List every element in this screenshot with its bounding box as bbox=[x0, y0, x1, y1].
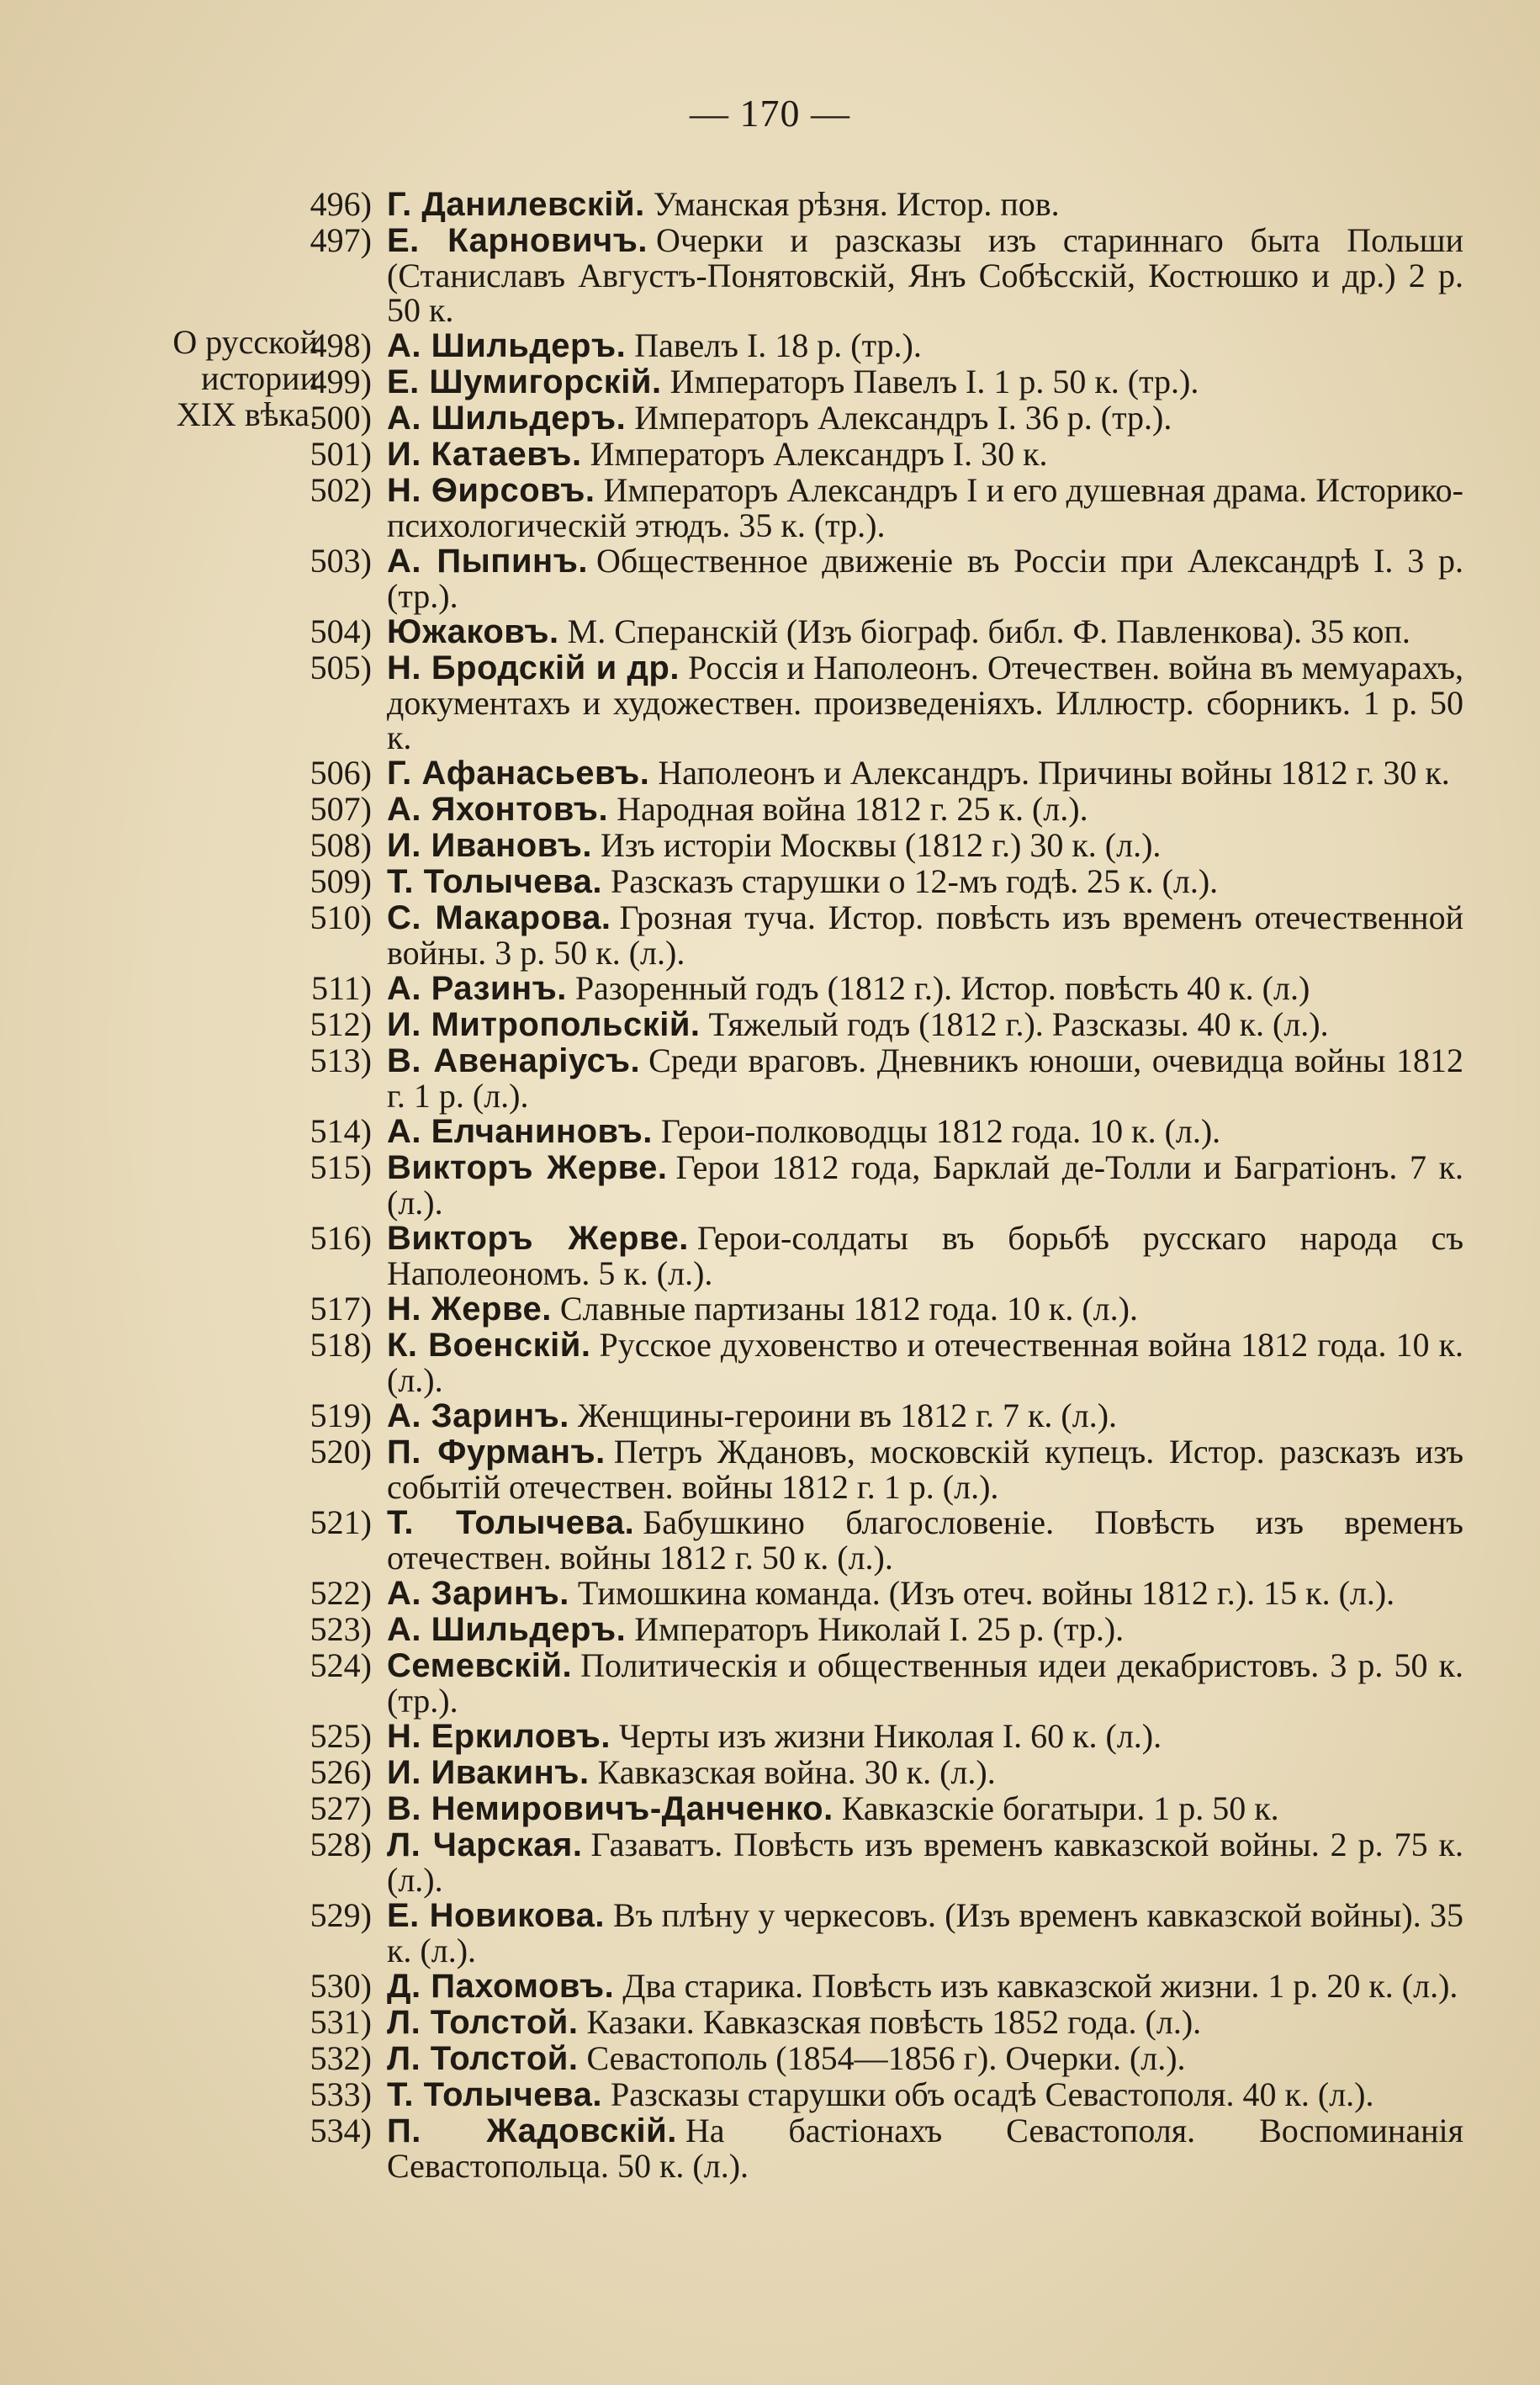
list-item bbox=[252, 400, 1463, 436]
entry-body bbox=[387, 650, 1463, 755]
entry-body bbox=[387, 1969, 1463, 2004]
list-item bbox=[252, 328, 1463, 363]
list-item bbox=[252, 1221, 1463, 1291]
entry-author: И. Ивановъ. bbox=[387, 827, 592, 864]
entry-number: 531) bbox=[310, 2003, 372, 2041]
list-item bbox=[252, 1827, 1463, 1897]
entry-author: П. Жадовскій. bbox=[387, 2112, 677, 2149]
list-item bbox=[252, 1043, 1463, 1113]
entry-text: Славные партизаны 1812 года. 10 к. (л.). bbox=[559, 1290, 1138, 1328]
entry-text: Уманская рѣзня. Истор. пов. bbox=[653, 185, 1060, 223]
entry-text: Императоръ Александръ I. 30 к. bbox=[590, 435, 1048, 473]
page-number: — 170 — bbox=[690, 92, 850, 135]
entry-number: 520) bbox=[310, 1433, 372, 1471]
list-item bbox=[252, 2041, 1463, 2076]
entry-author: А. Елчаниновъ. bbox=[387, 1113, 653, 1150]
entry-text: Разсказъ старушки о 12-мъ годѣ. 25 к. (л.). bbox=[610, 862, 1219, 900]
list-item bbox=[252, 1576, 1463, 1611]
entry-body bbox=[387, 2113, 1463, 2183]
entry-body bbox=[387, 400, 1463, 436]
entry-text: Герои 1812 года, Барклай де-Толли и Багратіонъ. 7 к. (л.). bbox=[387, 1148, 1464, 1222]
entry-author: А. Заринъ. bbox=[387, 1397, 569, 1434]
entry-author: Д. Пахомовъ. bbox=[387, 1968, 615, 2005]
entry-text: Императоръ Александръ I и его душевная драма. Историко-психологическій этюдъ. 35 к. (тр.). bbox=[387, 471, 1464, 544]
list-item bbox=[252, 473, 1463, 543]
entry-text: Черты изъ жизни Николая I. 60 к. (л.). bbox=[619, 1717, 1162, 1755]
entry-number: 499) bbox=[310, 363, 372, 400]
list-item bbox=[252, 187, 1463, 222]
entry-body bbox=[387, 2005, 1463, 2040]
entry-number: 519) bbox=[310, 1397, 372, 1434]
entry-body bbox=[387, 755, 1463, 791]
entry-author: А. Пыпинъ. bbox=[387, 543, 588, 580]
entry-author: Е. Карновичъ. bbox=[387, 222, 648, 259]
entry-author: В. Немировичъ-Данченко. bbox=[387, 1790, 834, 1827]
entry-body bbox=[387, 1434, 1463, 1504]
entry-body bbox=[387, 1648, 1463, 1718]
entry-text: Въ плѣну у черкесовъ. (Изъ временъ кавказской войны). 35 к. (л.). bbox=[387, 1896, 1463, 1969]
entry-number: 513) bbox=[310, 1041, 372, 1079]
entry-number: 527) bbox=[310, 1789, 372, 1827]
entry-number: 501) bbox=[310, 435, 372, 473]
entry-text: Тяжелый годъ (1812 г.). Разсказы. 40 к. (л.). bbox=[708, 1005, 1329, 1043]
entry-number: 518) bbox=[310, 1326, 372, 1364]
entry-text: Кавказская война. 30 к. (л.). bbox=[597, 1753, 996, 1791]
entry-body bbox=[387, 473, 1463, 543]
entry-author: Г. Афанасьевъ. bbox=[387, 755, 650, 792]
list-item bbox=[252, 2077, 1463, 2112]
entry-number: 510) bbox=[310, 898, 372, 936]
side-note-line: истории bbox=[201, 359, 318, 397]
entry-number: 503) bbox=[310, 542, 372, 580]
list-item bbox=[252, 755, 1463, 791]
entry-author: С. Макарова. bbox=[387, 899, 611, 936]
entry-body bbox=[387, 1755, 1463, 1790]
list-item bbox=[252, 437, 1463, 472]
entry-author: Л. Толстой. bbox=[387, 2004, 579, 2041]
entry-text: Русское духовенство и отечественная война 1812 года. 10 к. (л.). bbox=[387, 1326, 1464, 1399]
list-item bbox=[252, 364, 1463, 400]
side-note-line: XIX вѣка. bbox=[176, 395, 318, 433]
entry-author: А. Разинъ. bbox=[387, 970, 567, 1007]
list-item bbox=[252, 1791, 1463, 1826]
entry-text: Казаки. Кавказская повѣсть 1852 года. (л.). bbox=[586, 2003, 1202, 2041]
list-item bbox=[252, 1291, 1463, 1327]
list-item bbox=[252, 971, 1463, 1006]
list-item bbox=[252, 1114, 1463, 1149]
entry-author: И. Ивакинъ. bbox=[387, 1754, 590, 1791]
list-item bbox=[252, 792, 1463, 827]
entry-number: 530) bbox=[310, 1967, 372, 2005]
entry-number: 533) bbox=[310, 2075, 372, 2113]
entry-body bbox=[387, 1291, 1463, 1327]
list-item bbox=[252, 1505, 1463, 1575]
list-item bbox=[252, 614, 1463, 649]
entry-number: 508) bbox=[310, 826, 372, 864]
entry-text: М. Сперанскій (Изъ біограф. библ. Ф. Павленкова). 35 коп. bbox=[567, 612, 1410, 650]
entry-text: Россія и Наполеонъ. Отечествен. война въ мемуарахъ, документахъ и художествен. произведеніяхъ. Иллюстр. сборникъ. 1 р. 50 к. bbox=[387, 649, 1463, 756]
entry-number: 528) bbox=[310, 1826, 372, 1863]
entry-author: И. Митропольскій. bbox=[387, 1006, 701, 1043]
entry-author: И. Катаевъ. bbox=[387, 436, 582, 473]
entry-number: 515) bbox=[310, 1148, 372, 1186]
entry-author: Викторъ Жерве. bbox=[387, 1220, 689, 1257]
entry-number: 523) bbox=[310, 1610, 372, 1648]
entry-author: Т. Толычева. bbox=[387, 1504, 635, 1541]
entry-text: Грозная туча. Истор. повѣсть изъ временъ отечественной войны. 3 р. 50 к. (л.). bbox=[387, 898, 1463, 972]
entry-author: Викторъ Жерве. bbox=[387, 1149, 668, 1186]
list-item bbox=[252, 1755, 1463, 1790]
entry-body bbox=[387, 223, 1463, 327]
entry-body bbox=[387, 1719, 1463, 1754]
entry-body bbox=[387, 543, 1463, 613]
entry-text: Тимошкина команда. (Изъ отеч. войны 1812 г.). 15 к. (л.). bbox=[577, 1574, 1395, 1612]
list-item bbox=[252, 1007, 1463, 1042]
entry-text: Народная война 1812 г. 25 к. (л.). bbox=[617, 790, 1088, 828]
entry-number: 506) bbox=[310, 754, 372, 792]
entry-author: Л. Толстой. bbox=[387, 2040, 579, 2077]
list-item bbox=[252, 2005, 1463, 2040]
entry-number: 498) bbox=[310, 326, 372, 364]
entry-body bbox=[387, 1328, 1463, 1397]
entry-number: 497) bbox=[310, 221, 372, 259]
entry-text: Герои-солдаты въ борьбѣ русскаго народа съ Наполеономъ. 5 к. (л.). bbox=[387, 1219, 1464, 1292]
entry-text: Бабушкино благословеніе. Повѣсть изъ временъ отечествен. войны 1812 г. 50 к. (л.). bbox=[387, 1503, 1463, 1577]
entry-number: 525) bbox=[310, 1717, 372, 1755]
entry-number: 521) bbox=[310, 1503, 372, 1541]
entry-author: Е. Новикова. bbox=[387, 1897, 605, 1934]
list-item bbox=[252, 1434, 1463, 1504]
entry-author: А. Шильдеръ. bbox=[387, 1611, 627, 1648]
entry-body bbox=[387, 1114, 1463, 1149]
entry-number: 504) bbox=[310, 612, 372, 650]
entry-number: 512) bbox=[310, 1005, 372, 1043]
entry-text: Петръ Ждановъ, московскій купецъ. Истор. разсказъ изъ событій отечествен. войны 1812 г. 1 р. (л.). bbox=[387, 1433, 1463, 1506]
entry-body bbox=[387, 1612, 1463, 1647]
entry-number: 505) bbox=[310, 649, 372, 686]
entry-text: Среди враговъ. Дневникъ юноши, очевидца войны 1812 г. 1 р. (л.). bbox=[387, 1041, 1463, 1115]
entry-body bbox=[387, 1150, 1463, 1220]
entry-text: Изъ исторіи Москвы (1812 г.) 30 к. (л.). bbox=[601, 826, 1162, 864]
entry-number: 529) bbox=[310, 1896, 372, 1934]
entry-number: 507) bbox=[310, 790, 372, 828]
list-item bbox=[252, 1328, 1463, 1397]
entry-body bbox=[387, 2041, 1463, 2076]
entry-author: Н. Бродскій и др. bbox=[387, 649, 680, 686]
list-item bbox=[252, 543, 1463, 613]
list-item bbox=[252, 1648, 1463, 1718]
entry-author: К. Военскій. bbox=[387, 1327, 591, 1364]
entry-author: Г. Данилевскій. bbox=[387, 186, 645, 223]
entry-author: Л. Чарская. bbox=[387, 1826, 583, 1863]
entry-body bbox=[387, 900, 1463, 970]
entry-number: 514) bbox=[310, 1112, 372, 1150]
entry-body bbox=[387, 2077, 1463, 2112]
list-item bbox=[252, 1398, 1463, 1434]
entry-text: Императоръ Павелъ I. 1 р. 50 к. (тр.). bbox=[669, 363, 1199, 400]
entry-text: Разсказы старушки объ осадѣ Севастополя. 40 к. (л.). bbox=[610, 2075, 1374, 2113]
entry-number: 511) bbox=[311, 969, 372, 1007]
list-item bbox=[252, 223, 1463, 327]
entry-body bbox=[387, 614, 1463, 649]
entry-author: А. Заринъ. bbox=[387, 1575, 569, 1612]
list-item bbox=[252, 650, 1463, 755]
entry-author: Н. Ѳирсовъ. bbox=[387, 472, 595, 509]
bibliography-list bbox=[252, 187, 1463, 2184]
entry-number: 522) bbox=[310, 1574, 372, 1612]
list-item bbox=[252, 1719, 1463, 1754]
entry-text: Герои-полководцы 1812 года. 10 к. (л.). bbox=[660, 1112, 1221, 1150]
entry-author: А. Шильдеръ. bbox=[387, 327, 627, 364]
side-note-line: О русской bbox=[172, 323, 318, 361]
entry-author: А. Яхонтовъ. bbox=[387, 791, 609, 828]
list-item bbox=[252, 1898, 1463, 1968]
entry-number: 517) bbox=[310, 1290, 372, 1328]
list-item bbox=[252, 1612, 1463, 1647]
entry-body bbox=[387, 1505, 1463, 1575]
entry-text: Газаватъ. Повѣсть изъ временъ кавказской войны. 2 р. 75 к. (л.). bbox=[387, 1826, 1463, 1899]
list-item bbox=[252, 1969, 1463, 2004]
entry-text: Императоръ Александръ I. 36 р. (тр.). bbox=[634, 399, 1172, 437]
list-item bbox=[252, 864, 1463, 899]
entry-author: Н. Жерве. bbox=[387, 1291, 552, 1328]
entry-body bbox=[387, 187, 1463, 222]
entry-body bbox=[387, 1898, 1463, 1968]
entry-number: 502) bbox=[310, 471, 372, 509]
entry-text: Кавказскіе богатыри. 1 р. 50 к. bbox=[841, 1789, 1279, 1827]
list-item bbox=[252, 1150, 1463, 1220]
entry-author: П. Фурманъ. bbox=[387, 1434, 606, 1471]
entry-number: 526) bbox=[310, 1753, 372, 1791]
entry-text: Женщины-героини въ 1812 г. 7 к. (л.). bbox=[577, 1397, 1118, 1434]
entry-number: 532) bbox=[310, 2039, 372, 2077]
entry-number: 516) bbox=[310, 1219, 372, 1257]
entry-number: 524) bbox=[310, 1646, 372, 1684]
entry-author: А. Шильдеръ. bbox=[387, 400, 627, 437]
entry-body bbox=[387, 1827, 1463, 1897]
entry-body bbox=[387, 364, 1463, 400]
entry-text: Разоренный годъ (1812 г.). Истор. повѣсть 40 к. (л.) bbox=[574, 969, 1310, 1007]
entry-number: 496) bbox=[310, 185, 372, 223]
entry-author: В. Авенаріусъ. bbox=[387, 1042, 641, 1079]
entry-body bbox=[387, 1043, 1463, 1113]
entry-body bbox=[387, 1007, 1463, 1042]
entry-body bbox=[387, 792, 1463, 827]
list-item bbox=[252, 900, 1463, 970]
entry-body bbox=[387, 971, 1463, 1006]
entry-number: 534) bbox=[310, 2112, 372, 2149]
entry-author: Н. Еркиловъ. bbox=[387, 1718, 611, 1755]
entry-author: Семевскій. bbox=[387, 1647, 573, 1684]
entry-text: Наполеонъ и Александръ. Причины войны 1812 г. 30 к. bbox=[658, 754, 1450, 792]
entry-number: 509) bbox=[310, 862, 372, 900]
entry-text: Общественное движеніе въ Россіи при Александрѣ I. 3 р. (тр.). bbox=[387, 542, 1463, 615]
list-item bbox=[252, 2113, 1463, 2183]
entry-body bbox=[387, 328, 1463, 363]
entry-text: Политическія и общественныя идеи декабристовъ. 3 р. 50 к. (тр.). bbox=[387, 1646, 1463, 1720]
entry-number: 500) bbox=[310, 399, 372, 437]
entry-author: Т. Толычева. bbox=[387, 863, 602, 900]
entry-body bbox=[387, 1398, 1463, 1434]
entry-text: Севастополь (1854—1856 г). Очерки. (л.). bbox=[586, 2039, 1186, 2077]
entry-author: Е. Шумигорскій. bbox=[387, 363, 662, 400]
entry-text: Два старика. Повѣсть изъ кавказской жизни. 1 р. 20 к. (л.). bbox=[622, 1967, 1458, 2005]
entry-body bbox=[387, 1576, 1463, 1611]
entry-author: Южаковъ. bbox=[387, 613, 559, 650]
entry-text: На бастіонахъ Севастополя. Воспоминанія Севастопольца. 50 к. (л.). bbox=[387, 2112, 1463, 2185]
entry-text: Павелъ I. 18 р. (тр.). bbox=[634, 326, 922, 364]
entry-body bbox=[387, 1791, 1463, 1826]
entry-body bbox=[387, 1221, 1463, 1291]
list-item bbox=[252, 828, 1463, 863]
entry-body bbox=[387, 864, 1463, 899]
entry-text: Императоръ Николай I. 25 р. (тр.). bbox=[634, 1610, 1125, 1648]
entry-body bbox=[387, 828, 1463, 863]
entry-text: Очерки и разсказы изъ стариннаго быта Польши (Станиславъ Августъ-Понятовскій, Янъ Собѣсскій, Костюшко и др.) 2 р. 50 к. bbox=[387, 221, 1463, 329]
entry-body bbox=[387, 437, 1463, 472]
entry-author: Т. Толычева. bbox=[387, 2076, 602, 2113]
